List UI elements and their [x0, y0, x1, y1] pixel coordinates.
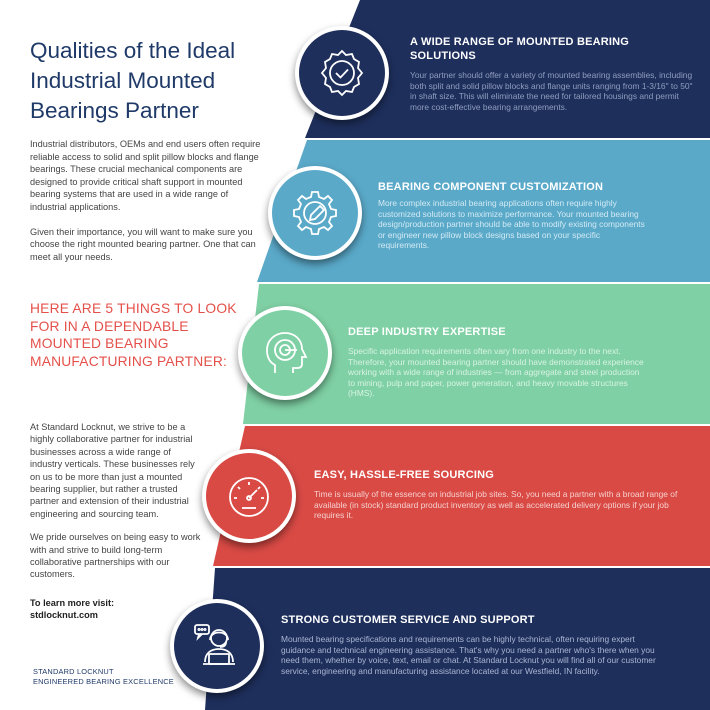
section-3-body: Specific application requirements often vary from one industry to the next. Therefore, your mounted bearing partner should have demonstrated experience working with a wide range of industries — from aggregate and steel production to mining, pulp and paper, power generation, and heavy movable structures (HMS). [348, 346, 644, 399]
section-1-title: A WIDE RANGE OF MOUNTED BEARING SOLUTIONS [410, 36, 630, 62]
footer-brand [33, 667, 174, 686]
intro-paragraph-2: Given their importance, you will want to make sure you choose the right mounted bearing partner. One that can meet all your needs. [30, 226, 256, 262]
section-4-body: Time is usually of the essence on industrial job sites. So, you need a partner with a broad range of available (in stock) standard product inventory as well as accelerated delivery options if your job requires it. [314, 489, 678, 521]
section-2-body: More complex industrial bearing applications often require highly customized solutions to maximize performance. Your mounted bearing design/production partner should be able to modify existing components or engineer new pillow block designs based on your specific requirements. [378, 198, 645, 251]
intro-paragraph-1: Industrial distributors, OEMs and end users often require reliable access to solid and split pillow blocks and flange bearings. These crucial mechanical components are designed to provide critical shaft support in mounted bearing systems that are used in a wide range of industrial applications. [30, 139, 261, 212]
speedometer-icon [223, 470, 275, 522]
section-2-title: BEARING COMPONENT CUSTOMIZATION [378, 181, 604, 193]
badge-check-icon [316, 47, 368, 99]
section-4-icon-circle [202, 449, 296, 543]
about-paragraph-2: We pride ourselves on being easy to work with and strive to build long-term collaborative partnerships with our customers. [30, 532, 201, 580]
section-1-icon-circle [295, 26, 389, 120]
footer-company: STANDARD LOCKNUT [33, 667, 114, 676]
about-paragraph-1: At Standard Locknut, we strive to be a highly collaborative partner for industrial businesses across a wide range of industry verticals. These businesses rely on us to be more than just a mounted bearing supplier, but rather a trusted partner and extension of their industrial engineering and sourcing team. [30, 422, 195, 519]
section-3-icon-circle [238, 306, 332, 400]
footer-tagline: ENGINEERED BEARING EXCELLENCE [33, 676, 174, 686]
support-agent-icon [191, 620, 243, 672]
intro-text [30, 138, 265, 275]
website-link[interactable]: stdlocknut.com [30, 610, 98, 620]
five-things-headline: HERE ARE 5 THINGS TO LOOK FOR IN A DEPENDABLE MOUNTED BEARING MANUFACTURING PARTNER: [30, 301, 237, 369]
section-5-title: STRONG CUSTOMER SERVICE AND SUPPORT [281, 614, 535, 626]
section-3-title: DEEP INDUSTRY EXPERTISE [348, 326, 506, 338]
section-5-body: Mounted bearing specifications and requirements can be highly technical, often requiring expert guidance and technical engineering assistance. That's why you need a partner who's there when you need them, whether by voice, text, email or chat. At Standard Locknut you will find all of our customer service, engineering and manufacturing assistance located at our Westfield, IN facility. [281, 634, 656, 676]
section-4-title: EASY, HASSLE-FREE SOURCING [314, 469, 495, 481]
learn-more [30, 597, 114, 621]
learn-more-label: To learn more visit: [30, 598, 115, 608]
section-5-icon-circle [170, 599, 264, 693]
about-text [30, 421, 205, 592]
page-title: Qualities of the Ideal Industrial Mounted Bearings Partner [30, 38, 236, 123]
section-2-icon-circle [268, 166, 362, 260]
gear-pencil-icon [289, 187, 341, 239]
section-1-body: Your partner should offer a variety of mounted bearing assemblies, including both split and solid pillow blocks and flange units ranging from 1-3/16" to 50" in shaft size. This will eliminate the need for tailored housings and permit more cost-effective bearing arrangements. [410, 70, 693, 112]
head-target-icon [259, 327, 311, 379]
